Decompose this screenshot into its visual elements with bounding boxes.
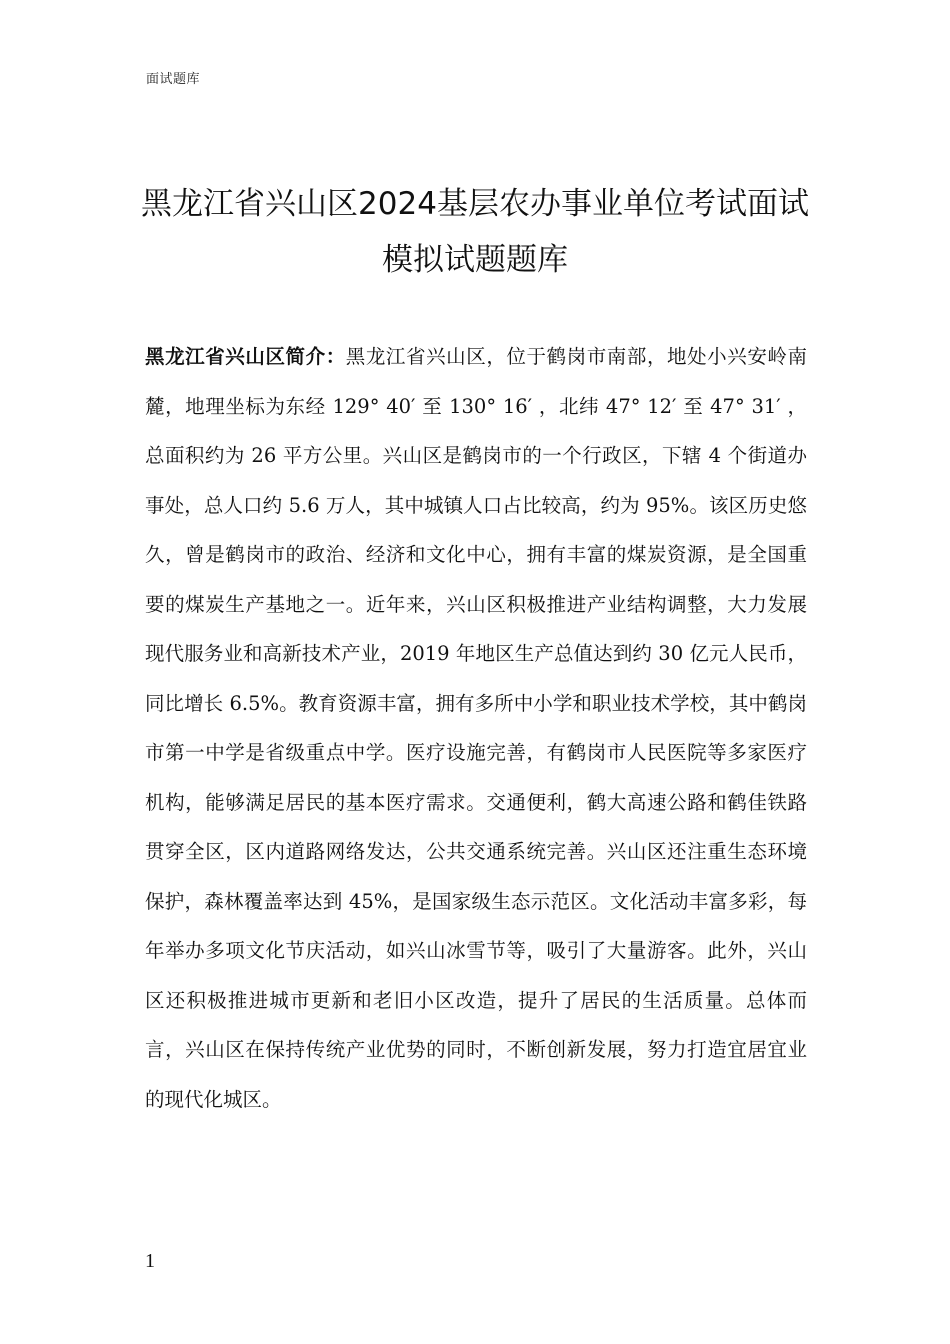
intro-text: 黑龙江省兴山区，位于鹤岗市南部，地处小兴安岭南麓，地理坐标为东经 129° 40′ 至 130° 16′ ，北纬 47° 12′ 至 47° 31′ ，总面积约为 26 平方公里。兴山区是鹤岗市的一个行政区，下辖 4 个街道办事处，总人口约 5.6 万人，其中城镇人口占比较高，约为 95%。该区历史悠久，曾是鹤岗市的政治、经济和文化中心，拥有丰富的煤炭资源，是全国重要的煤炭生产基地之一。近年来，兴山区积极推进产业结构调整，大力发展现代服务业和高新技术产业，2019 年地区生产总值达到约 30 亿元人民币，同比增长 6.5%。教育资源丰富，拥有多所中小学和职业技术学校，其中鹤岗市第一中学是省级重点中学。医疗设施完善，有鹤岗市人民医院等多家医疗机构，能够满足居民的基本医疗需求。交通便利，鹤大高速公路和鹤佳铁路贯穿全区，区内道路网络发达，公共交通系统完善。兴山区还注重生态环境保护，森林覆盖率达到 45%，是国家级生态示范区。文化活动丰富多彩，每年举办多项文化节庆活动，如兴山冰雪节等，吸引了大量游客。此外，兴山区还积极推进城市更新和老旧小区改造，提升了居民的生活质量。总体而言，兴山区在保持传统产业优势的同时，不断创新发展，努力打造宜居宜业的现代化城区。 [145, 345, 807, 1111]
intro-paragraph [145, 332, 807, 1124]
intro-lead: 黑龙江省兴山区简介： [145, 345, 346, 368]
page-number: 1 [145, 1250, 155, 1272]
running-header: 面试题库 [146, 72, 201, 87]
document-title: 黑龙江省兴山区2024基层农办事业单位考试面试模拟试题题库 [141, 186, 809, 278]
